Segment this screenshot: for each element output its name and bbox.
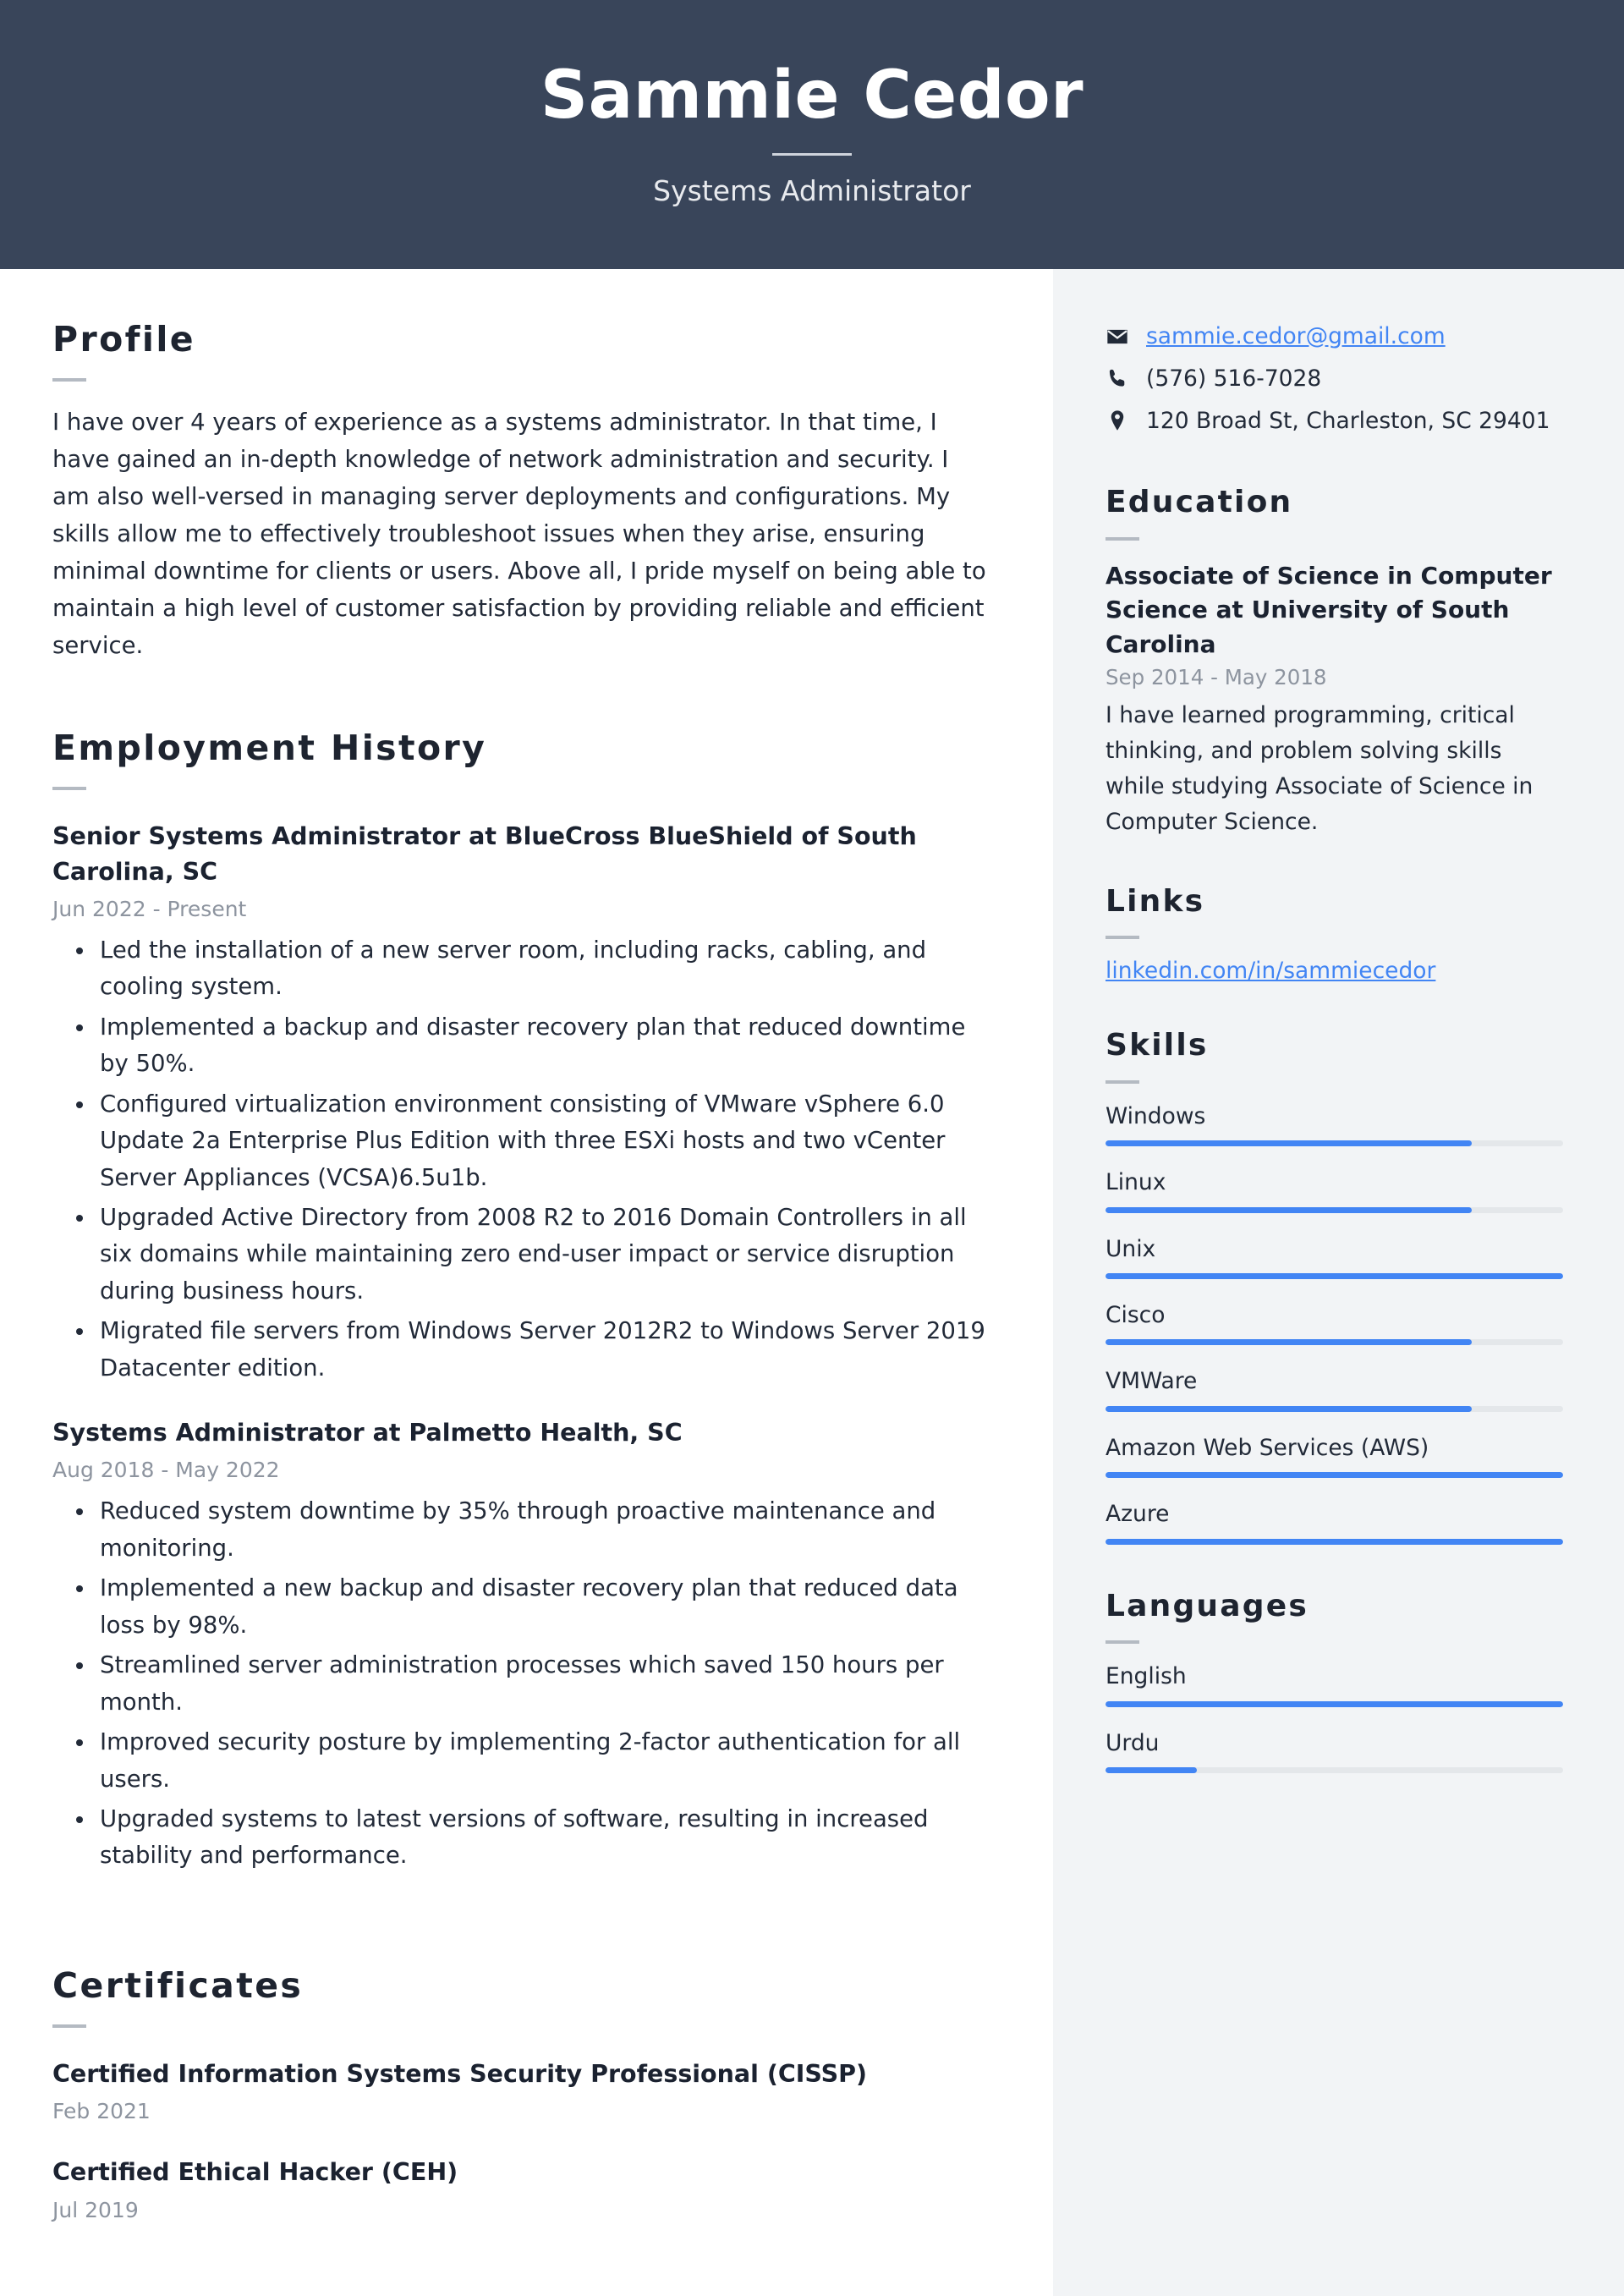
skill-bar-fill — [1106, 1539, 1563, 1545]
certificate-entry — [52, 2057, 987, 2126]
sidebar-column — [1053, 269, 1624, 2296]
certificate-title: Certified Information Systems Security Professional (CISSP) — [52, 2059, 868, 2088]
skill-bar-fill — [1106, 1339, 1472, 1345]
skill-bar-track — [1106, 1539, 1563, 1545]
contact-row-address — [1106, 406, 1563, 437]
links-heading: Links — [1106, 883, 1205, 919]
employment-entry — [52, 819, 987, 1387]
contact-info — [1106, 321, 1563, 436]
job-bullet: Migrated file servers from Windows Server 2012R2 to Windows Server 2019 Datacenter edition. — [100, 1313, 987, 1387]
certificate-title: Certified Ethical Hacker (CEH) — [52, 2158, 458, 2187]
linkedin-link[interactable]: linkedin.com/in/sammiecedor — [1106, 958, 1436, 985]
languages-heading-rule — [1106, 1640, 1139, 1644]
skill-label: Cisco — [1106, 1302, 1166, 1328]
language-bar-track — [1106, 1701, 1563, 1707]
job-bullet: Improved security posture by implementing 2-factor authentication for all users. — [100, 1724, 987, 1798]
section-skills — [1106, 1028, 1563, 1544]
candidate-name: Sammie Cedor — [540, 58, 1084, 135]
links-heading-rule — [1106, 936, 1139, 939]
language-bar-fill — [1106, 1701, 1563, 1707]
skill-item — [1106, 1102, 1563, 1146]
section-profile — [52, 320, 987, 664]
contact-address-text: 120 Broad St, Charleston, SC 29401 — [1146, 407, 1550, 434]
language-item — [1106, 1662, 1563, 1706]
certificates-heading-rule — [52, 2024, 86, 2028]
envelope-icon — [1106, 325, 1134, 349]
job-bullet: Implemented a backup and disaster recovery plan that reduced downtime by 50%. — [100, 1009, 987, 1083]
education-degree: Associate of Science in Computer Science at University of South Carolina — [1106, 561, 1552, 658]
certificate-date: Feb 2021 — [52, 2099, 151, 2124]
skill-label: VMWare — [1106, 1368, 1198, 1395]
skill-label: Windows — [1106, 1102, 1206, 1129]
certificates-heading: Certificates — [52, 1964, 304, 2006]
skill-item — [1106, 1301, 1563, 1345]
job-bullet: Upgraded systems to latest versions of software, resulting in increased stability and performance. — [100, 1801, 987, 1875]
skill-bar-fill — [1106, 1406, 1472, 1412]
job-bullet: Streamlined server administration processes which saved 150 hours per month. — [100, 1647, 987, 1721]
contact-row-email — [1106, 321, 1563, 352]
contact-phone-text: (576) 516-7028 — [1146, 365, 1322, 392]
skill-bar-fill — [1106, 1273, 1563, 1279]
skill-bar-track — [1106, 1406, 1563, 1412]
section-certificates — [52, 1966, 987, 2225]
spacer — [52, 664, 987, 728]
profile-heading-rule — [52, 378, 86, 382]
skill-label: Amazon Web Services (AWS) — [1106, 1434, 1429, 1461]
section-education — [1106, 485, 1563, 840]
candidate-job-title: Systems Administrator — [653, 173, 971, 207]
skill-item — [1106, 1235, 1563, 1279]
header-divider — [772, 153, 852, 156]
language-item — [1106, 1729, 1563, 1773]
job-date: Aug 2018 - May 2022 — [52, 1458, 280, 1483]
languages-heading: Languages — [1106, 1588, 1309, 1623]
skill-bar-track — [1106, 1339, 1563, 1345]
skill-item — [1106, 1367, 1563, 1411]
spacer — [52, 1878, 987, 1966]
job-date: Jun 2022 - Present — [52, 896, 247, 921]
education-description: I have learned programming, critical thinking, and problem solving skills while studying Associate of Science in Computer Science. — [1106, 702, 1533, 836]
job-bullet: Led the installation of a new server room, including racks, cabling, and cooling system. — [100, 932, 987, 1006]
job-bullet: Configured virtualization environment consisting of VMware vSphere 6.0 Update 2a Enterprise Plus Edition with three ESXi hosts and two vCenter Server Appliances (VCSA)6.5u1b. — [100, 1086, 987, 1196]
education-heading-rule — [1106, 537, 1139, 541]
employment-entry — [52, 1415, 987, 1875]
resume-header — [0, 0, 1624, 269]
resume-body — [0, 269, 1624, 2296]
skill-bar-track — [1106, 1273, 1563, 1279]
language-label: English — [1106, 1663, 1187, 1690]
job-bullet: Upgraded Active Directory from 2008 R2 to 2016 Domain Controllers in all six domains while maintaining zero end-user impact or service disruption during business hours. — [100, 1200, 987, 1310]
skill-item — [1106, 1500, 1563, 1544]
email-link[interactable]: sammie.cedor@gmail.com — [1146, 323, 1446, 349]
job-bullet: Reduced system downtime by 35% through proactive maintenance and monitoring. — [100, 1493, 987, 1567]
location-pin-icon — [1106, 409, 1134, 432]
job-title: Senior Systems Administrator at BlueCross BlueShield of South Carolina, SC — [52, 822, 917, 886]
job-title: Systems Administrator at Palmetto Health, SC — [52, 1419, 683, 1447]
certificate-date: Jul 2019 — [52, 2197, 139, 2222]
skill-label: Linux — [1106, 1169, 1166, 1196]
job-bullet: Implemented a new backup and disaster recovery plan that reduced data loss by 98%. — [100, 1570, 987, 1644]
employment-heading: Employment History — [52, 728, 487, 769]
phone-icon — [1106, 367, 1134, 391]
job-bullet-list — [52, 1493, 987, 1874]
employment-heading-rule — [52, 787, 86, 790]
language-bar-track — [1106, 1767, 1563, 1773]
main-column — [0, 269, 1053, 2296]
contact-row-phone — [1106, 364, 1563, 394]
skill-bar-fill — [1106, 1140, 1472, 1146]
job-bullet-list — [52, 932, 987, 1387]
section-languages — [1106, 1589, 1563, 1773]
skill-bar-track — [1106, 1207, 1563, 1213]
skills-heading: Skills — [1106, 1028, 1209, 1063]
skill-label: Azure — [1106, 1501, 1170, 1528]
skills-heading-rule — [1106, 1080, 1139, 1084]
section-links — [1106, 884, 1563, 984]
certificate-entry — [52, 2155, 987, 2224]
skill-bar-fill — [1106, 1472, 1563, 1478]
skill-item — [1106, 1168, 1563, 1212]
skill-bar-track — [1106, 1140, 1563, 1146]
language-label: Urdu — [1106, 1729, 1160, 1756]
skill-bar-fill — [1106, 1207, 1472, 1213]
profile-text: I have over 4 years of experience as a systems administrator. In that time, I have gained an in-depth knowledge of network administration and security. I am also well-versed in managing server deployments and configurations. My skills allow me to effectively troubleshoot issues when they arise, ensuring minimal downtime for clients or users. Above all, I pride myself on being able to maintain a high level of customer satisfaction by providing reliable and efficient service. — [52, 409, 986, 660]
section-employment-history — [52, 728, 987, 1875]
education-heading: Education — [1106, 485, 1293, 520]
language-bar-fill — [1106, 1767, 1197, 1773]
skill-label: Unix — [1106, 1235, 1156, 1262]
profile-heading: Profile — [52, 319, 195, 360]
contact-email-text — [1146, 321, 1446, 352]
skill-bar-track — [1106, 1472, 1563, 1478]
skill-item — [1106, 1434, 1563, 1478]
education-date: Sep 2014 - May 2018 — [1106, 665, 1327, 690]
